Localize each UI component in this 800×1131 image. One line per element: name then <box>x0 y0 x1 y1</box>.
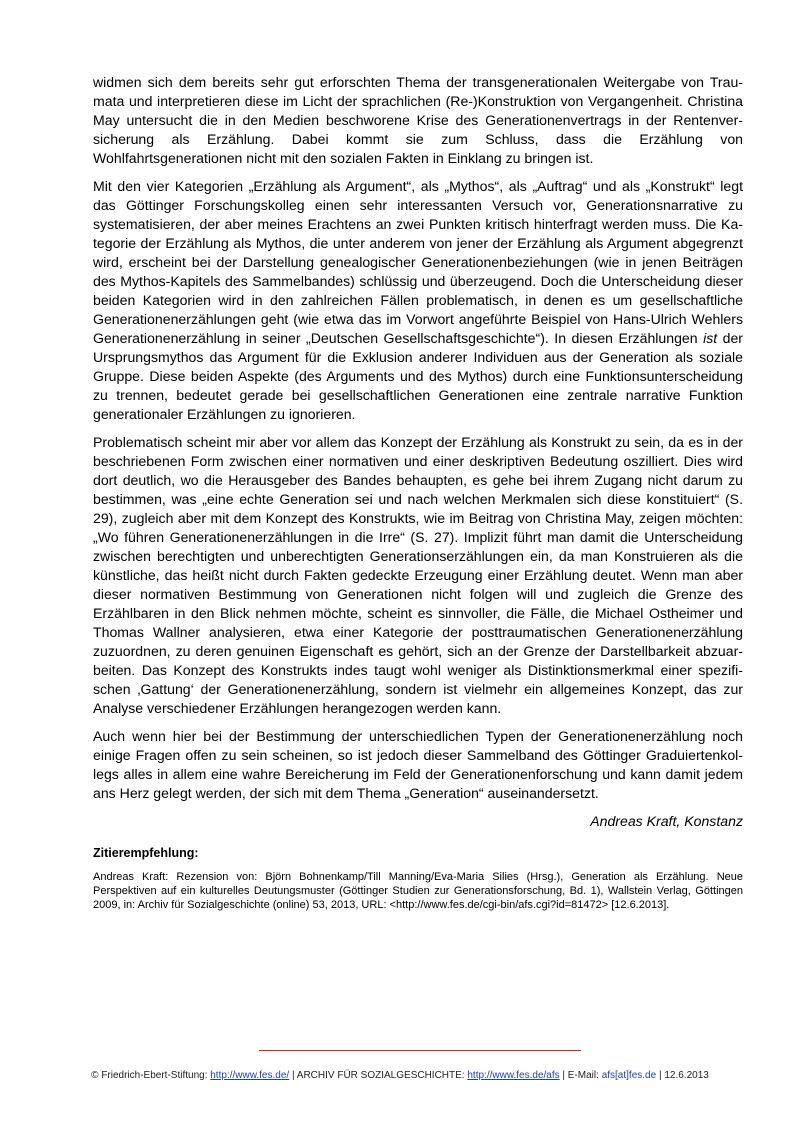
citation-heading: Zitierempfehlung: <box>93 846 199 860</box>
paragraph-2-part-a: Mit den vier Kategorien „Erzählung als Argument“, als „Mythos“, als „Auftrag“ und als „Konstrukt“ legt das Göttinger Forschungskolleg einen sehr interessanten Versuch vor, Generationsnarrative zu systematisieren, der aber meines Erachtens an zwei Punkten kritisch hinterfragt werden muss. Die Kategorie der Erzählung als Mythos, die unter anderem von jener der Erzählung als Argument abgegrenzt wird, erscheint bei der Darstellung genealogischer Generationenbeziehungen (wie in jenen Beiträgen des Mythos-Kapitels des Sammelbandes) schlüssig und überzeugend. Doch die Unterscheidung dieser beiden Kategorien wird in den zahlreichen Fällen problematisch, in denen es um gesellschaftliche Generationenerzählungen geht (wie etwa das im Vorwort angeführte Beispiel von Hans-Ulrich Wehlers Generationenerzählung in seiner „Deutschen Gesellschaftsgeschichte“). In diesen Erzählungen <box>93 178 743 346</box>
citation-text: Andreas Kraft: Rezension von: Björn Bohnenkamp/Till Manning/Eva-Maria Silies (Hrsg.), Generation als Erzählung. Neue Perspektiven auf ein kulturelles Deutungsmuster (Göttinger Studien zur Generationsforschung, Bd. 1), Wallstein Verlag, Göttingen 2009, in: Archiv für Sozialgeschichte (online) 53, 2013, URL: <http://www.fes.de/cgi-bin/afs.cgi?id=81472> [12.6.2013]. <box>93 871 743 911</box>
review-body <box>93 73 743 831</box>
paragraph-2-part-b: der Ursprungsmythos das Argument für die Exklusion anderer Individuen aus der Generation als soziale Gruppe. Diese beiden Aspekte (des Arguments und des Mythos) durch eine Funktionsunterscheidung zu trennen, bedeutet gerade bei gesellschaftlichen Generationen eine zentrale narrative Funktion generationaler Erzählungen zu ignorieren. <box>93 330 743 422</box>
footer-email[interactable]: afs[at]fes.de <box>601 1070 657 1081</box>
footer-divider <box>259 1050 581 1051</box>
paragraph-2 <box>93 177 743 424</box>
footer-date: | 12.6.2013 <box>656 1070 709 1081</box>
citation-block <box>93 846 743 912</box>
footer-email-label: | E-Mail: <box>559 1070 602 1081</box>
paragraph-2-emphasis: ist <box>703 330 718 346</box>
paragraph-1: widmen sich dem bereits sehr gut erforschten Thema der transgenerationalen Weitergabe von Traumata und interpretieren diese im Licht der sprachlichen (Re-)Konstruktion von Vergangenheit. Christina May untersucht die in den Medien beschworene Krise des Generationenvertrags in der Rentenversicherung als Erzählung. Dabei kommt sie zum Schluss, dass die Erzählung von Wohlfahrtsgenerationen nicht mit den sozialen Fakten in Einklang zu bringen ist. <box>93 74 743 166</box>
author-signature: Andreas Kraft, Konstanz <box>590 813 743 829</box>
footer-copyright-label: © Friedrich-Ebert-Stiftung: <box>91 1070 211 1081</box>
fes-link[interactable]: http://www.fes.de/ <box>210 1070 290 1081</box>
footer-archive-label: | ARCHIV FÜR SOZIALGESCHICHTE: <box>289 1070 468 1081</box>
paragraph-3: Problematisch scheint mir aber vor allem das Konzept der Erzählung als Konstrukt zu sein, da es in der beschriebenen Form zwischen einer normativen und einer deskriptiven Bedeutung oszilliert. Dies wird dort deutlich, wo die Herausgeber des Bandes behaupten, es gehe bei ihrem Zugang nicht darum zu bestimmen, was „eine echte Generation sei und nach welchen Merkmalen sich diese konstituiert“ (S. 29), zugleich aber mit dem Konzept des Konstrukts, wie im Beitrag von Christina May, zeigen möchten: „Wo führen Generationenerzählungen in die Irre“ (S. 27). Implizit führt man damit die Unterscheidung zwischen berechtigten und unberechtigten Generationserzählungen ein, da man Konstruieren als die künstliche, das heißt nicht durch Fakten gedeckte Erzeugung einer Erzählung deutet. Wenn man aber dieser normativen Bestimmung von Generationen nicht folgen will und zugleich die Grenze des Erzählbaren in den Blick nehmen möchte, scheint es sinnvoller, die Fälle, die Michael Ostheimer und Thomas Wallner analysieren, etwa einer Kategorie der posttraumatischen Generationenerzählung zuzuordnen, zu deren genuinen Eigenschaft es gehört, sich an der Grenze der Darstellbarkeit abzuarbeiten. Das Konzept des Konstrukts indes taugt wohl weniger als Distinktionsmerkmal einer spezifischen ‚Gattung‘ der Generationenerzählung, sondern ist vielmehr ein allgemeines Konzept, das zur Analyse verschiedener Erzählungen herangezogen werden kann. <box>93 434 743 716</box>
page-footer <box>0 1069 800 1082</box>
afs-link[interactable]: http://www.fes.de/afs <box>467 1070 560 1081</box>
paragraph-4: Auch wenn hier bei der Bestimmung der unterschiedlichen Typen der Generationenerzählung noch einige Fragen offen zu sein scheinen, so ist jedoch dieser Sammelband des Göttinger Graduiertenkollegs alles in allem eine wahre Bereicherung im Feld der Generationenforschung und kann damit jedem ans Herz gelegt werden, der sich mit dem Thema „Generation“ auseinandersetzt. <box>93 728 743 801</box>
